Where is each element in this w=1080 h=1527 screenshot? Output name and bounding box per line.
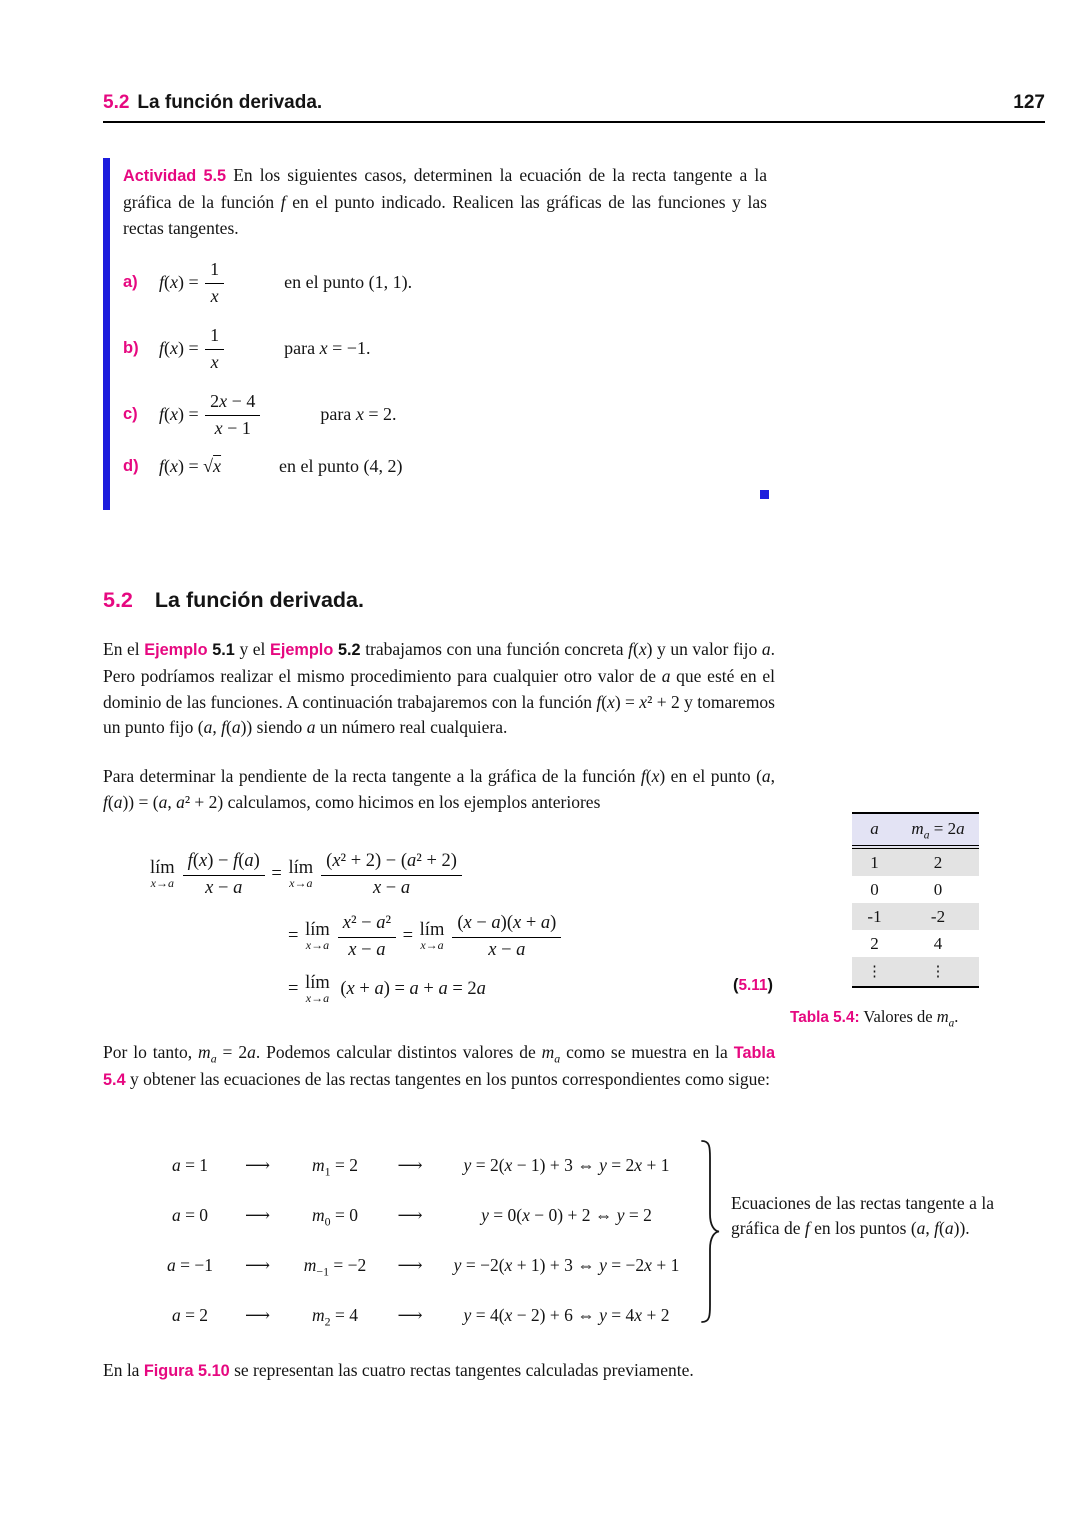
math-run: x = 2. (355, 404, 397, 424)
equation-number (733, 976, 773, 995)
table-cell: ⋮ (867, 964, 882, 980)
a-value: a = 0 (171, 1204, 209, 1225)
text-run: 5.1 (207, 641, 235, 659)
margin-table-5-4 (852, 812, 979, 988)
activity-item-b (123, 324, 767, 373)
math-run: f (804, 1217, 810, 1238)
math-run: $m_a = 2a$ (198, 1042, 256, 1066)
text-run: y el (234, 639, 270, 659)
slope-value: $m_2 = 4$ (312, 1304, 358, 1328)
table-cell: 4 (933, 933, 943, 953)
math-run: $m_a$ (541, 1042, 561, 1066)
text-run: en el punto indicado. Realicen las gráficas de las funciones y las rectas tangentes. (123, 192, 767, 238)
activity-block (103, 158, 767, 510)
fraction: $\frac{1}{x}$ (205, 258, 224, 307)
display-math (148, 850, 775, 1005)
text-run: . Pero podríamos realizar el mismo procedimiento para cualquier otro valor de (103, 639, 775, 686)
header-section-number: 5.2 (103, 92, 130, 113)
table-cell: 2 (933, 852, 943, 872)
math-run: f (280, 192, 286, 212)
math-run: f(x) = x² + 2 (596, 691, 680, 712)
paragraph (103, 764, 775, 816)
section-heading (103, 588, 364, 613)
table-cell: ⋮ (930, 964, 946, 980)
text-run: Para determinar la pendiente de la recta tangente a la gráfica de la función (103, 766, 641, 786)
math-run: f(x) = (159, 404, 204, 424)
math-run: f(x) = (159, 338, 204, 358)
arrow-icon: ⟶ (397, 1204, 423, 1225)
item-condition (279, 456, 402, 477)
math-run: f(x) (628, 639, 653, 659)
text-run: . (965, 1217, 970, 1238)
table-cell: 2 (870, 933, 879, 953)
activity-intro (123, 158, 767, 241)
text-run: Valores de (859, 1007, 937, 1026)
math-run: a (661, 665, 671, 686)
math-run: f(x) = √x (159, 456, 222, 476)
arrow-icon: ⟶ (244, 1304, 271, 1325)
math-run: a (761, 639, 771, 659)
table-header-a (852, 813, 897, 847)
tangent-equation: y = 2(x − 1) + 3 ⇔ y = 2x + 1 (463, 1154, 670, 1175)
arrow-icon: ⟶ (397, 1254, 423, 1275)
header-section-title: La función derivada. (137, 92, 323, 113)
text-run: para (320, 404, 356, 424)
fraction: $\frac{(x - a)(x + a)}{x - a}$ (452, 912, 561, 961)
math-run: $m_a$ (936, 1007, 955, 1030)
item-label: b) (123, 339, 139, 357)
fraction: $\frac{\text{x² − a²}}{x - a}$ (338, 912, 396, 961)
fraction: $\frac{2x - 4}{x - 1}$ (205, 390, 260, 439)
item-label: a) (123, 273, 138, 291)
text-run: y obtener las ecuaciones de las rectas tangentes en los puntos correspondientes como sigue: (125, 1068, 771, 1089)
activity-item-c (123, 390, 767, 439)
slope-value: $m_1 = 2$ (312, 1154, 358, 1178)
text-run: . (954, 1007, 959, 1026)
fraction: $\frac{1}{x}$ (205, 324, 224, 373)
limit-operator: lím x→a (419, 919, 445, 953)
math-run: = (266, 864, 287, 884)
table-caption (790, 1005, 1040, 1029)
arrow-icon: ⟶ (244, 1254, 271, 1275)
text-run: . Podemos calcular distintos valores de (255, 1042, 542, 1062)
item-condition (284, 338, 370, 359)
table-row (852, 847, 979, 876)
table-header-ma (897, 813, 979, 847)
paragraph (103, 1358, 775, 1385)
text-run: en el punto (4, 2) (279, 456, 403, 476)
text-run: ( (733, 976, 739, 995)
activity-item-a (123, 258, 767, 307)
math-run: (a, f(a)) (197, 717, 253, 738)
math-run: x = −1. (319, 338, 371, 358)
text-run: 5.2 (333, 641, 361, 659)
table-header-row (852, 813, 979, 847)
math-run: = (288, 979, 304, 999)
item-formula (159, 456, 221, 477)
text-run: siendo (252, 717, 307, 738)
section-number: 5.2 (103, 588, 133, 612)
tangent-equation: y = −2(x + 1) + 3 ⇔ y = −2x + 1 (453, 1254, 680, 1275)
text-run: ) (767, 976, 773, 995)
table-cell: 1 (870, 852, 879, 872)
limit-operator: lím x→a (288, 857, 314, 891)
text-run: En los siguientes casos, determinen la ecuación de la recta tangente a la gráfica de la función (123, 165, 767, 212)
arrow-icon: ⟶ (244, 1154, 271, 1175)
tangent-equations (150, 1140, 698, 1340)
table-cell: 0 (870, 879, 879, 899)
slope-value: $m_0 = 0$ (312, 1204, 358, 1228)
item-formula (159, 390, 262, 439)
section-title: La función derivada. (154, 588, 364, 612)
accent-run: Figura 5.10 (143, 1362, 230, 1380)
math-run: = (397, 926, 418, 946)
accent-run: Actividad 5.5 (123, 167, 227, 185)
table-cell: -1 (867, 906, 882, 926)
accent-run: Tabla 5.4: (790, 1009, 860, 1026)
text-run: en el punto (665, 766, 757, 786)
table-row (852, 903, 979, 930)
math-run: $m_a = 2a$ (911, 819, 965, 842)
table-cell: 0 (933, 879, 943, 899)
paragraph (103, 1040, 775, 1094)
text-run: trabajamos con una función concreta (360, 639, 629, 659)
text-run: en los puntos (809, 1217, 911, 1238)
text-run: Ecuaciones de las rectas tangente a la gráfica de (731, 1193, 994, 1238)
math-line-3 (288, 974, 775, 1005)
arrow-icon: ⟶ (397, 1154, 423, 1175)
activity-end-marker (760, 490, 769, 499)
slope-value: $m_{-1} = -2$ (303, 1254, 367, 1278)
text-run: se representan las cuatro rectas tangentes calculadas previamente. (229, 1360, 694, 1380)
fraction: $\frac{\text{(x² + 2) − (a² + 2)}}{x - a}$ (321, 850, 462, 899)
math-run: a (870, 819, 879, 838)
accent-run: 5.11 (738, 977, 768, 995)
header-section (103, 92, 322, 114)
text-run: para (284, 338, 320, 358)
table-row (852, 876, 979, 903)
accent-run: Ejemplo (144, 641, 208, 659)
text-run: en el punto (1, 1). (284, 272, 413, 292)
text-run: un número real cualquiera. (315, 717, 508, 738)
a-value: a = 2 (171, 1304, 209, 1325)
math-run: f(x) = (159, 272, 204, 292)
table-cell: -2 (930, 906, 946, 926)
text-run: En la (103, 1360, 144, 1380)
math-line-1 (148, 850, 775, 899)
text-run: En el (103, 639, 145, 659)
text-run: calculamos, como hicimos en los ejemplos anteriores (223, 791, 601, 812)
tangent-row (150, 1290, 698, 1340)
item-condition (284, 272, 412, 293)
text-run: Por lo tanto, (103, 1042, 199, 1062)
table-row (852, 957, 979, 987)
math-line-2 (288, 912, 775, 961)
a-value: a = 1 (171, 1154, 209, 1175)
tangent-equation: y = 4(x − 2) + 6 ⇔ y = 4x + 2 (463, 1304, 670, 1325)
math-run: = (288, 926, 304, 946)
math-run: (a, f(a)) (910, 1217, 966, 1238)
limit-operator: lím x→a (150, 857, 175, 891)
math-run: (x + a) = a + a = 2a (335, 979, 486, 999)
arrow-icon: ⟶ (397, 1304, 423, 1325)
fraction: $\frac{f(x) - f(a)}{x - a}$ (183, 850, 265, 899)
paragraph (103, 637, 775, 741)
item-condition (320, 404, 396, 425)
tangent-row (150, 1190, 698, 1240)
math-run: a (306, 717, 316, 738)
margin-note (731, 1191, 994, 1240)
item-formula (159, 324, 226, 373)
text-run: y un valor fijo (652, 639, 762, 659)
text-run: y tomaremos un punto fijo (103, 691, 775, 738)
text-run: que esté en el dominio de las funciones. A continuación trabajaremos con la función (103, 665, 776, 712)
running-header (103, 92, 1045, 123)
table-row (852, 930, 979, 957)
accent-run: Tabla 5.4 (103, 1044, 775, 1089)
arrow-icon: ⟶ (244, 1204, 271, 1225)
math-run: f(x) (640, 766, 666, 786)
item-label: c) (123, 405, 138, 423)
right-brace-icon (700, 1139, 720, 1329)
item-label: d) (123, 457, 139, 475)
limit-operator: lím x→a (305, 973, 330, 1006)
tangent-row (150, 1140, 698, 1190)
item-formula (159, 258, 226, 307)
limit-operator: lím x→a (305, 919, 330, 953)
text-run: como se muestra en la (560, 1042, 734, 1062)
math-run: (a, f(a)) = (a, a² + 2) (103, 766, 776, 812)
tangent-row (150, 1240, 698, 1290)
accent-run: Ejemplo (269, 641, 334, 659)
tangent-equation: y = 0(x − 0) + 2 ⇔ y = 2 (481, 1204, 652, 1225)
activity-item-d (123, 456, 767, 477)
page-number: 127 (1013, 92, 1045, 113)
a-value: a = −1 (167, 1254, 213, 1275)
